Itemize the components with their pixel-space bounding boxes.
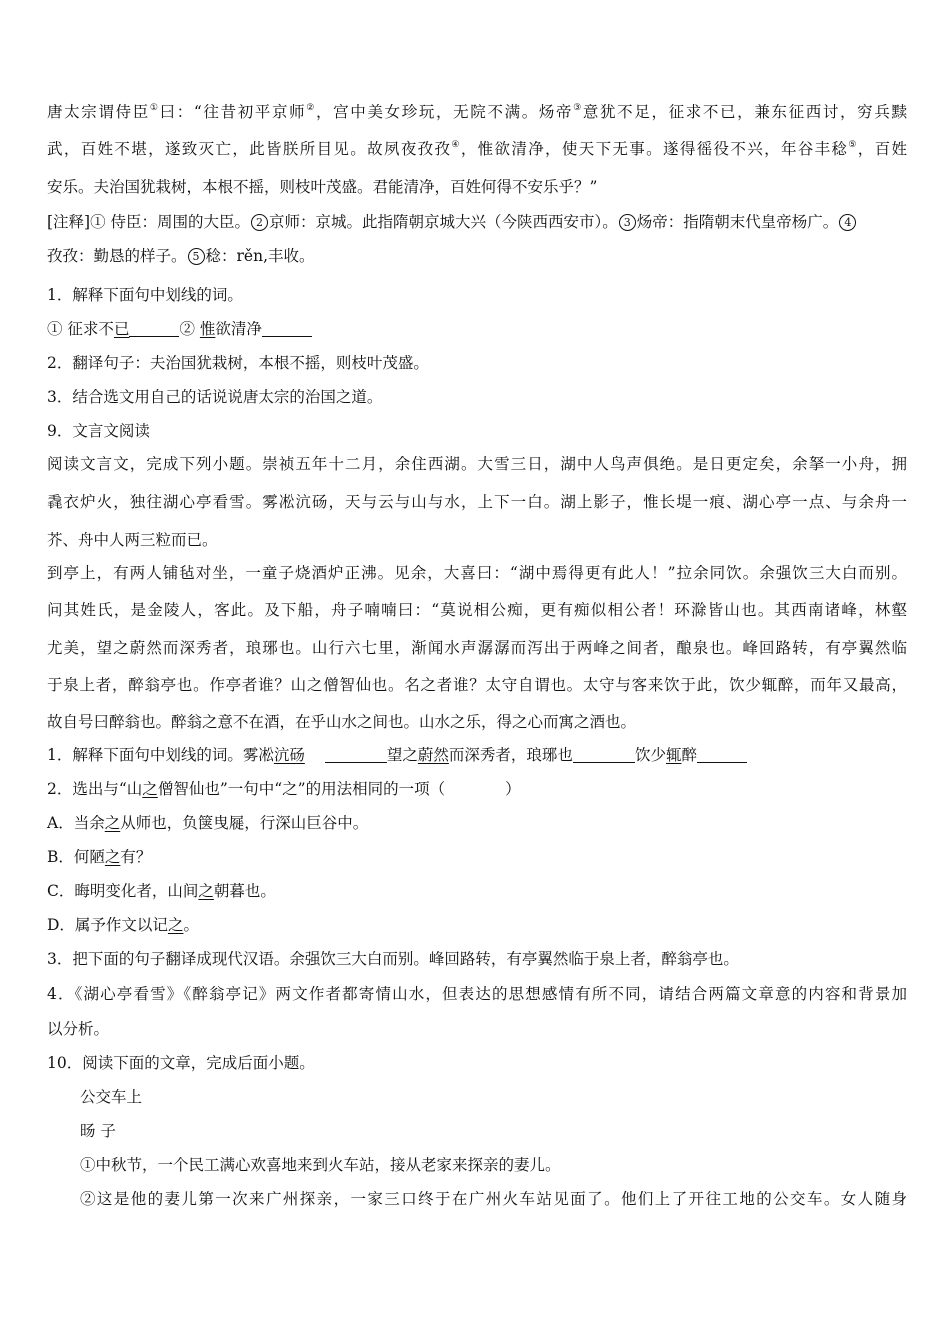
footnote-mark: ② xyxy=(306,103,317,113)
answer-blank[interactable] xyxy=(325,746,387,763)
footnote-mark: ① xyxy=(149,103,160,113)
question-3: 3．把下面的句子翻译成现代汉语。余强饮三大白而别。峰回路转，有亭翼然临于泉上者，醉翁亭也。 xyxy=(47,950,739,968)
passage-line: 问其姓氏，是金陵人，客此。及下船，舟子喃喃曰：“莫说相公痴，更有痴似相公者！环滁皆山也。其西南诸峰，林壑 xyxy=(47,601,907,619)
passage-line: 唐太宗谓侍臣①曰：“往昔初平京师②，宫中美女珍玩，无院不满。炀帝③意犹不足，征求不已，兼东征西讨，穷兵黩 xyxy=(47,103,907,121)
question-4: 以分析。 xyxy=(47,1020,110,1038)
answer-blank[interactable] xyxy=(129,320,179,337)
section-heading: 9．文言文阅读 xyxy=(47,422,150,440)
passage-line: 故自号曰醉翁也。醉翁之意不在酒，在乎山水之间也。山水之乐，得之心而寓之酒也。 xyxy=(47,713,637,731)
passage-line: 于泉上者，醉翁亭也。作亭者谁？山之僧智仙也。名之者谁？太守自谓也。太守与客来饮于此，饮少辄醉，而年又最高， xyxy=(47,676,907,694)
footnote-mark: ⑤ xyxy=(848,140,858,150)
note-number: 2 xyxy=(251,214,268,231)
question-4: 4．《湖心亭看雪》《醉翁亭记》两文作者都寄情山水，但表达的思想感情有所不同，请结合两篇文章意的内容和背景加 xyxy=(47,985,907,1003)
section-heading: 10．阅读下面的文章，完成后面小题。 xyxy=(47,1054,315,1072)
passage-line: 武，百姓不堪，遂致灭亡，此皆朕所目见。故夙夜孜孜④，惟欲清净，使天下无事。遂得徭役不兴，年谷丰稔⑤，百姓 xyxy=(47,140,907,158)
note-number: 5 xyxy=(188,248,205,265)
question-2: 2．选出与“山之僧智仙也”一句中“之”的用法相同的一项（ ） xyxy=(47,780,521,798)
article-paragraph: ②这是他的妻儿第一次来广州探亲，一家三口终于在广州火车站见面了。他们上了开往工地的公交车。女人随身 xyxy=(80,1190,907,1208)
question-1: 1．解释下面句中划线的词。雾凇沆砀 望之蔚然而深秀者，琅琊也 饮少辄醉 xyxy=(47,745,907,765)
passage-line: 到亭上，有两人铺毡对坐，一童子烧酒炉正沸。见余，大喜曰：“湖中焉得更有此人！”拉余同饮。余强饮三大白而别。 xyxy=(47,564,907,582)
passage-line: 安乐。夫治国犹栽树，本根不摇，则枝叶茂盛。君能清净，百姓何得不安乐乎？” xyxy=(47,178,598,196)
article-paragraph: ①中秋节，一个民工满心欢喜地来到火车站，接从老家来探亲的妻儿。 xyxy=(80,1156,561,1174)
question-1: 1．解释下面句中划线的词。 xyxy=(47,286,243,304)
question-3: 3．结合选文用自己的话说说唐太宗的治国之道。 xyxy=(47,388,383,406)
footnote-mark: ④ xyxy=(451,140,461,150)
article-author: 旸 子 xyxy=(80,1122,116,1140)
option-a: A．当余之从师也，负箧曳屣，行深山巨谷中。 xyxy=(47,814,369,832)
option-d: D．属予作文以记之。 xyxy=(47,916,199,934)
question-1-items: ① 征求不已 ② 惟欲清净 xyxy=(47,319,907,339)
question-2: 2．翻译句子：夫治国犹栽树，本根不摇，则枝叶茂盛。 xyxy=(47,354,429,372)
note-number: 4 xyxy=(839,214,856,231)
answer-blank[interactable] xyxy=(262,320,312,337)
passage-line: 毳衣炉火，独往湖心亭看雪。雾凇沆砀，天与云与山与水，上下一白。湖上影子，惟长堤一痕、湖心亭一点、与余舟一 xyxy=(47,493,907,511)
annotation-line: [注释]① 侍臣：周围的大臣。 2 京师：京城。此指隋朝京城大兴（今陕西西安市）。 3 炀帝：指隋朝末代皇帝杨广。 4 xyxy=(47,212,907,232)
footnote-mark: ③ xyxy=(573,103,583,113)
passage-line: 芥、舟中人两三粒而已。 xyxy=(47,531,218,549)
option-c: C．晦明变化者，山间之朝暮也。 xyxy=(47,882,276,900)
option-b: B．何陋之有？ xyxy=(47,848,152,866)
note-number: 3 xyxy=(619,214,636,231)
passage-line: 尤美，望之蔚然而深秀者，琅琊也。山行六七里，渐闻水声潺潺而泻出于两峰之间者，酿泉也。峰回路转，有亭翼然临 xyxy=(47,639,907,657)
annotation-line: 孜孜：勤恳的样子。 5 稔：rěn,丰收。 xyxy=(47,247,315,265)
answer-blank[interactable] xyxy=(573,746,635,763)
answer-blank[interactable] xyxy=(697,746,747,763)
passage-line: 阅读文言文，完成下列小题。崇祯五年十二月，余住西湖。大雪三日，湖中人鸟声俱绝。是日更定矣，余拏一小舟，拥 xyxy=(47,455,907,473)
article-title: 公交车上 xyxy=(80,1088,143,1106)
